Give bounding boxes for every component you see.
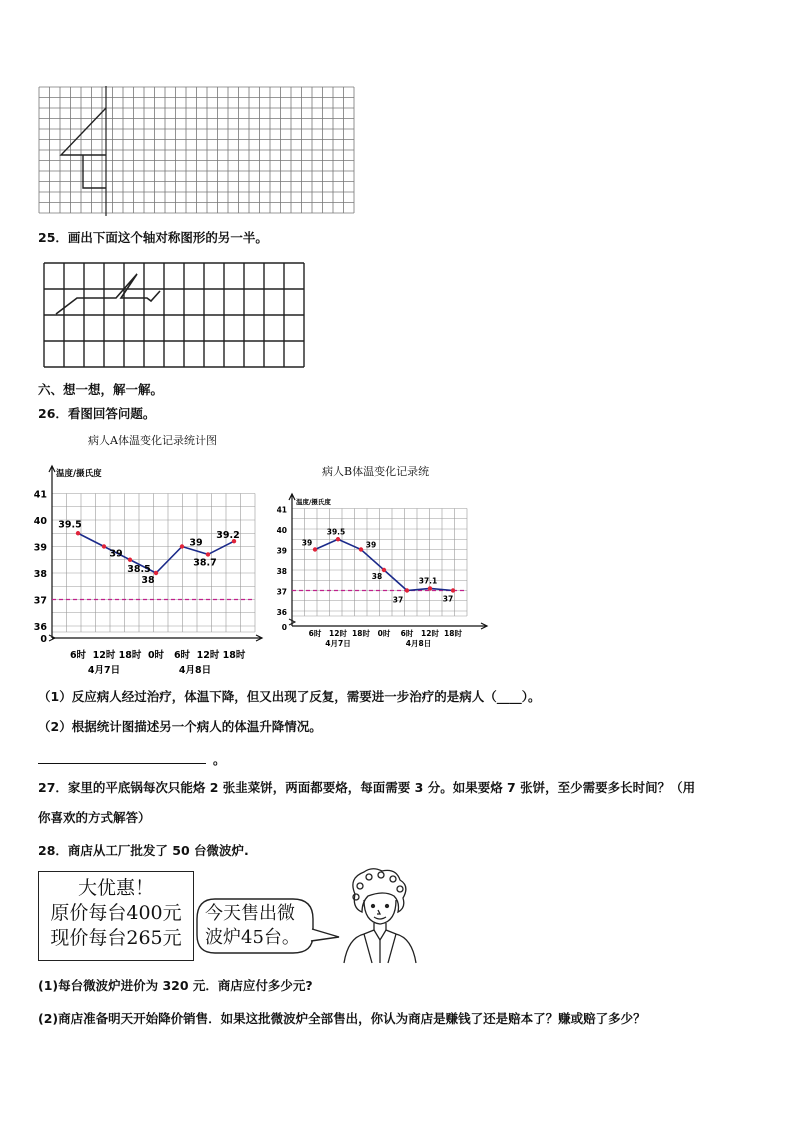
data-point (180, 544, 184, 548)
data-label: 37 (392, 595, 404, 605)
x-tick-label: 6时 (173, 650, 191, 661)
x-tick-label: 0时 (147, 650, 165, 661)
x-tick-label: 18时 (118, 650, 142, 661)
y-tick-label: 41 (276, 505, 287, 515)
y-axis-label: 温度/摄氏度 (56, 469, 102, 479)
x-group-label: 4月7日 (325, 639, 351, 648)
speech-bubble-line-2: 波炉45台。 (205, 927, 300, 948)
data-label: 39 (365, 540, 377, 550)
x-tick-label: 18时 (352, 629, 370, 638)
x-tick-label: 12时 (329, 629, 347, 638)
chart-a (30, 460, 275, 675)
y-axis-label: 温度/摄氏度 (296, 498, 331, 506)
chart-b (272, 490, 492, 652)
x-tick-label: 12时 (196, 650, 220, 661)
x-tick-label: 12时 (92, 650, 116, 661)
data-label: 39 (301, 538, 313, 548)
data-point (405, 588, 409, 592)
y-tick-label: 39 (276, 546, 287, 556)
y-tick-label: 0 (40, 634, 47, 645)
data-point (76, 531, 80, 535)
x-tick-label: 6时 (308, 629, 322, 638)
data-label: 39.2 (216, 530, 240, 542)
question-27-line-1: 27．家里的平底锅每次只能烙 2 张韭菜饼，两面都要烙，每面需要 3 分。如果要烙 7 张饼，至少需要多长时间？（用 (38, 780, 696, 795)
data-point (359, 547, 363, 551)
y-tick-label: 41 (33, 489, 47, 501)
data-label: 39 (189, 537, 203, 549)
answer-line-end: 。 (213, 752, 226, 767)
axes (289, 494, 487, 629)
grid-figure-top (38, 86, 358, 216)
sale-sign-title: 大优惠！ (77, 877, 154, 899)
half-figure-stem (83, 155, 106, 188)
data-label: 38 (371, 572, 383, 581)
question-25: 25．画出下面这个轴对称图形的另一半。 (38, 230, 268, 245)
answer-line[interactable] (38, 762, 206, 764)
data-label: 38 (141, 575, 155, 586)
data-point (451, 588, 455, 592)
y-tick-label: 38 (33, 569, 47, 580)
grid-figure-q25 (42, 261, 308, 369)
data-label: 39 (109, 548, 123, 560)
data-label: 38.7 (193, 557, 217, 569)
shopkeeper-illustration (338, 866, 420, 964)
y-tick-label: 39 (33, 542, 47, 554)
grid (52, 494, 255, 633)
y-tick-label: 36 (33, 622, 47, 633)
data-label: 39.5 (58, 519, 82, 531)
chart-a-title: 病人A体温变化记录统计图 (88, 434, 217, 447)
data-point (206, 552, 210, 556)
data-point (336, 537, 340, 541)
y-tick-label: 37 (33, 595, 47, 607)
y-tick-label: 40 (33, 516, 47, 527)
sale-sign (38, 871, 194, 961)
y-tick-label: 40 (276, 526, 287, 535)
x-tick-label: 6时 (400, 629, 414, 638)
x-tick-label: 6时 (69, 650, 87, 661)
x-tick-label: 12时 (421, 629, 439, 638)
chart-b-title: 病人B体温变化记录统 (322, 465, 430, 478)
x-group-label: 4月7日 (87, 665, 121, 675)
data-point (128, 558, 132, 562)
data-point (313, 547, 317, 551)
data-point (102, 544, 106, 548)
sale-sign-current-price: 现价每台265元 (50, 927, 182, 949)
half-figure (61, 108, 106, 155)
x-tick-label: 18时 (444, 629, 462, 638)
data-point (382, 568, 386, 572)
speech-bubble-line-1: 今天售出微 (205, 903, 295, 924)
question-28: 28．商店从工厂批发了 50 台微波炉. (38, 843, 249, 858)
x-tick-label: 0时 (377, 629, 391, 638)
data-label: 38.5 (127, 563, 151, 575)
question-26-part-2: （2）根据统计图描述另一个病人的体温升降情况。 (38, 719, 322, 734)
x-group-label: 4月8日 (405, 639, 432, 648)
data-label: 39.5 (326, 527, 346, 537)
x-group-label: 4月8日 (178, 665, 212, 675)
grid (292, 509, 467, 617)
question-26-part-1: （1）反应病人经过治疗，体温下降，但又出现了反复，需要进一步治疗的是病人（____）。 (38, 689, 541, 704)
sale-sign-original-price: 原价每台400元 (50, 902, 182, 924)
y-tick-label: 36 (276, 608, 287, 617)
question-27-line-2: 你喜欢的方式解答） (38, 810, 151, 825)
data-point (428, 586, 432, 590)
question-28-part-1: (1)每台微波炉进价为 320 元．商店应付多少元? (38, 978, 313, 993)
question-28-part-2: (2)商店准备明天开始降价销售．如果这批微波炉全部售出，你认为商店是赚钱了还是赔本了？赚或赔了多少？ (38, 1011, 646, 1026)
x-tick-label: 18时 (222, 650, 246, 661)
data-label: 37.1 (418, 576, 438, 586)
y-tick-label: 0 (281, 623, 287, 632)
y-tick-label: 38 (276, 567, 287, 576)
data-label: 37 (442, 594, 454, 604)
section-6-heading: 六、想一想，解一解。 (38, 382, 164, 397)
y-tick-label: 37 (276, 587, 287, 597)
question-26: 26．看图回答问题。 (38, 406, 156, 421)
